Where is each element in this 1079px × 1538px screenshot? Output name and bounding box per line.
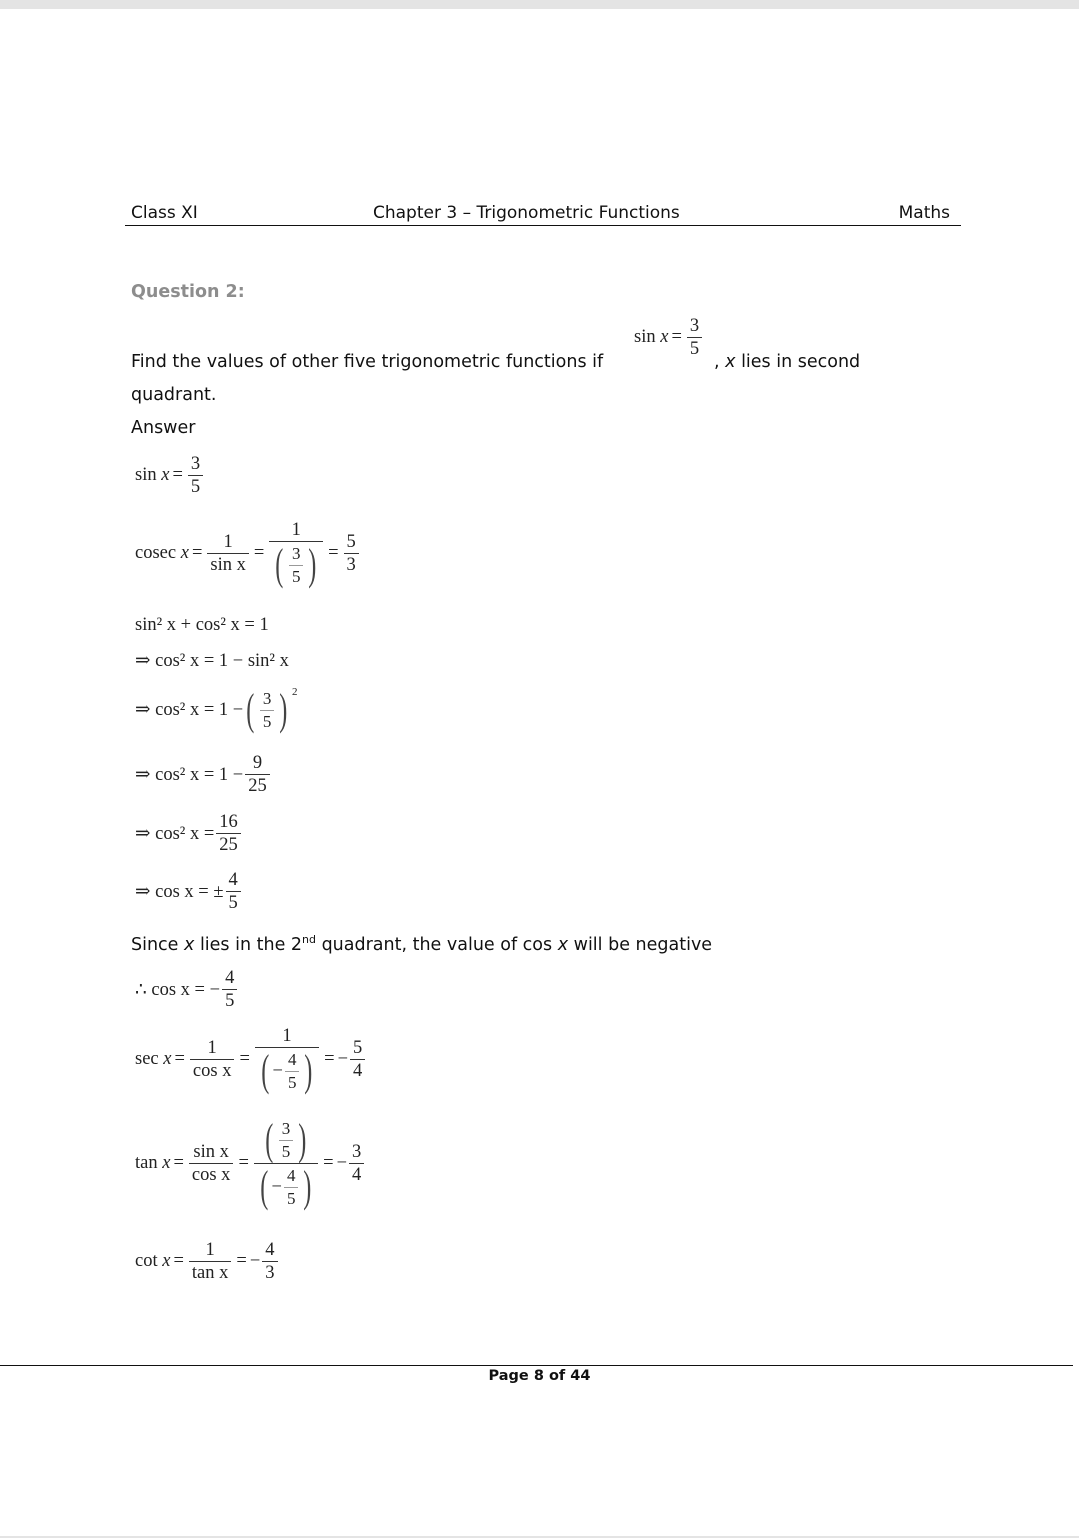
eq-sec: sec x = $\frac{1}{\text{cos x}}$ = 1 ( − $\frac{4}{5}$ ) = − $\frac{5}{4}$ <box>135 1026 367 1093</box>
cot-var: x <box>162 1251 171 1271</box>
cosec-step2-den: ( $\frac{3}{5}$ ) <box>269 541 323 587</box>
comma: , <box>714 352 726 372</box>
eq-cot: cot x = $\frac{1}{\text{tan x}}$ = − $\frac{4}{3}$ <box>135 1240 280 1283</box>
cosec-result-num: 5 <box>346 532 356 552</box>
eq-step-a: ⇒ cos² x = 1 − sin² x <box>135 651 289 671</box>
question-text-before: Find the values of other five trigonometric functions if <box>131 352 604 372</box>
sec-step1 <box>190 1038 235 1081</box>
cosec-var: x <box>180 543 189 563</box>
sin-num: 3 <box>190 454 201 474</box>
tan-lhs: tan <box>135 1153 158 1173</box>
sec-result-den: 4 <box>350 1059 365 1081</box>
tan-result-num: 3 <box>352 1142 362 1162</box>
given-var: x <box>660 327 669 347</box>
answer-label: Answer <box>131 418 196 438</box>
note-mid: lies in the 2 <box>194 934 303 955</box>
therefore-den: 5 <box>222 989 237 1011</box>
question-after: lies in second <box>735 352 861 372</box>
sec-step1-den: cos x <box>190 1059 235 1081</box>
sec-step1-num: 1 <box>207 1038 217 1058</box>
step-c-prefix: ⇒ cos² x = 1 − <box>135 764 244 785</box>
sec-result-sign: − <box>337 1049 349 1069</box>
sec-var: x <box>163 1049 172 1069</box>
step-e-fraction <box>226 870 241 913</box>
step-d-fraction <box>216 812 241 855</box>
note-before: Since <box>131 934 185 955</box>
eq-therefore <box>135 968 239 1011</box>
eq-step-e <box>135 870 243 913</box>
tan-step1-den: cos x <box>189 1163 234 1185</box>
cosec-step1 <box>207 532 248 575</box>
sec-inner-num: 4 <box>287 1049 297 1069</box>
eq-identity: sin² x + cos² x = 1 <box>135 615 269 635</box>
cot-step1-num: 1 <box>205 1240 215 1260</box>
step-b-prefix: ⇒ cos² x = 1 − <box>135 700 244 720</box>
step-b-den: 5 <box>260 710 275 732</box>
step-e-prefix: ⇒ cos x = ± <box>135 881 224 902</box>
sec-inner-den: 5 <box>285 1071 300 1093</box>
cosec-step2-num: 1 <box>291 520 301 540</box>
eq-step-c <box>135 753 272 796</box>
step-e-num: 4 <box>228 870 238 890</box>
step-b-num: 3 <box>262 688 272 708</box>
sec-step2-num: 1 <box>282 1026 292 1046</box>
step-b-paren: ( $\frac{3}{5}$ ) <box>246 685 288 734</box>
step-d-prefix: ⇒ cos² x = <box>135 823 215 844</box>
cot-result-den: 3 <box>262 1261 277 1283</box>
header-chapter: Chapter 3 – Trigonometric Functions <box>373 203 680 223</box>
cosec-result <box>344 532 359 575</box>
tan-result <box>349 1142 364 1185</box>
cot-result-sign: − <box>249 1251 261 1271</box>
step-d-den: 25 <box>216 833 241 855</box>
eq-sin: sin x = $\frac{3}{5}$ <box>135 454 205 497</box>
sec-step2-den: ( − $\frac{4}{5}$ ) <box>255 1047 319 1093</box>
sec-result <box>350 1038 365 1081</box>
sin-lhs: sin <box>135 465 157 485</box>
step-c-den: 25 <box>245 774 270 796</box>
eq-step-d <box>135 812 243 855</box>
header-class: Class XI <box>131 203 198 223</box>
note-end: will be negative <box>568 934 713 955</box>
cot-step1 <box>189 1240 231 1283</box>
cot-result <box>262 1240 277 1283</box>
tan-step1-num: sin x <box>193 1142 229 1162</box>
tan-step1 <box>189 1142 234 1185</box>
cot-lhs: cot <box>135 1251 158 1271</box>
tan-var: x <box>162 1153 171 1173</box>
note-text <box>131 933 712 955</box>
step-b-power: 2 <box>292 686 298 698</box>
tan-bot-num: 4 <box>286 1165 296 1185</box>
step-c-num: 9 <box>252 753 263 773</box>
cosec-result-den: 3 <box>344 553 359 575</box>
sin-var: x <box>161 465 170 485</box>
page-header <box>125 203 961 226</box>
eq-tan: tan x = $\frac{\text{sin x}}{\text{cos x}}$ = ( $\frac{3}{5}$ ) ( − $\frac{4}{5}$ ) = − $\frac{3}{4}$ <box>135 1118 366 1209</box>
given-func: sin <box>634 327 656 347</box>
tan-result-sign: − <box>336 1153 347 1173</box>
sec-step2 <box>255 1026 319 1093</box>
eq-cosec: cosec x = $\frac{1}{\text{sin x}}$ = 1 ( $\frac{3}{5}$ ) = $\frac{5}{3}$ <box>135 520 361 587</box>
note-var2: x <box>557 934 569 955</box>
sin-den: 5 <box>188 475 203 497</box>
step-c-fraction <box>245 753 270 796</box>
given-equation: sin x = $\frac{3}{5}$ <box>634 316 704 359</box>
tan-step2 <box>254 1115 318 1211</box>
cosec-step2 <box>269 520 323 587</box>
sec-result-num: 5 <box>353 1038 363 1058</box>
tan-step2-den: ( − $\frac{4}{5}$ ) <box>254 1163 318 1209</box>
page-number: Page 8 of 44 <box>488 1368 591 1384</box>
therefore-num: 4 <box>225 968 235 988</box>
cosec-step1-num: 1 <box>223 532 233 552</box>
given-den: 5 <box>687 337 702 359</box>
tan-top-num: 3 <box>281 1118 291 1138</box>
sec-lhs: sec <box>135 1049 159 1069</box>
header-subject: Maths <box>898 203 950 223</box>
question-text <box>131 352 603 372</box>
question-var: x <box>725 352 736 372</box>
therefore-fraction <box>222 968 237 1011</box>
question-text-line2: quadrant. <box>131 385 217 405</box>
therefore-prefix: ∴ cos x = − <box>135 979 221 1000</box>
given-num: 3 <box>689 316 700 336</box>
cosec-lhs: cosec <box>135 543 177 563</box>
step-d-num: 16 <box>219 812 238 832</box>
note-after: quadrant, the value of cos <box>316 934 558 955</box>
viewer-top-bar <box>0 0 1079 9</box>
tan-top-den: 5 <box>279 1140 294 1162</box>
eq-step-b <box>135 685 298 734</box>
footer-divider <box>0 1365 1073 1366</box>
step-e-den: 5 <box>226 891 241 913</box>
cosec-inner-den: 5 <box>289 565 304 587</box>
cosec-inner-num: 3 <box>291 543 301 563</box>
tan-bot-den: 5 <box>284 1187 299 1209</box>
note-sup: nd <box>302 933 317 946</box>
cot-step1-den: tan x <box>189 1261 231 1283</box>
question-text-after <box>714 352 860 372</box>
given-fraction <box>687 316 702 359</box>
cot-result-num: 4 <box>265 1240 275 1260</box>
tan-result-den: 4 <box>349 1163 364 1185</box>
sin-fraction <box>188 454 203 497</box>
cosec-step1-den: sin x <box>207 553 248 575</box>
question-title: Question 2: <box>131 282 245 302</box>
note-var: x <box>184 934 195 955</box>
tan-step2-num: ( $\frac{3}{5}$ ) <box>265 1115 307 1164</box>
